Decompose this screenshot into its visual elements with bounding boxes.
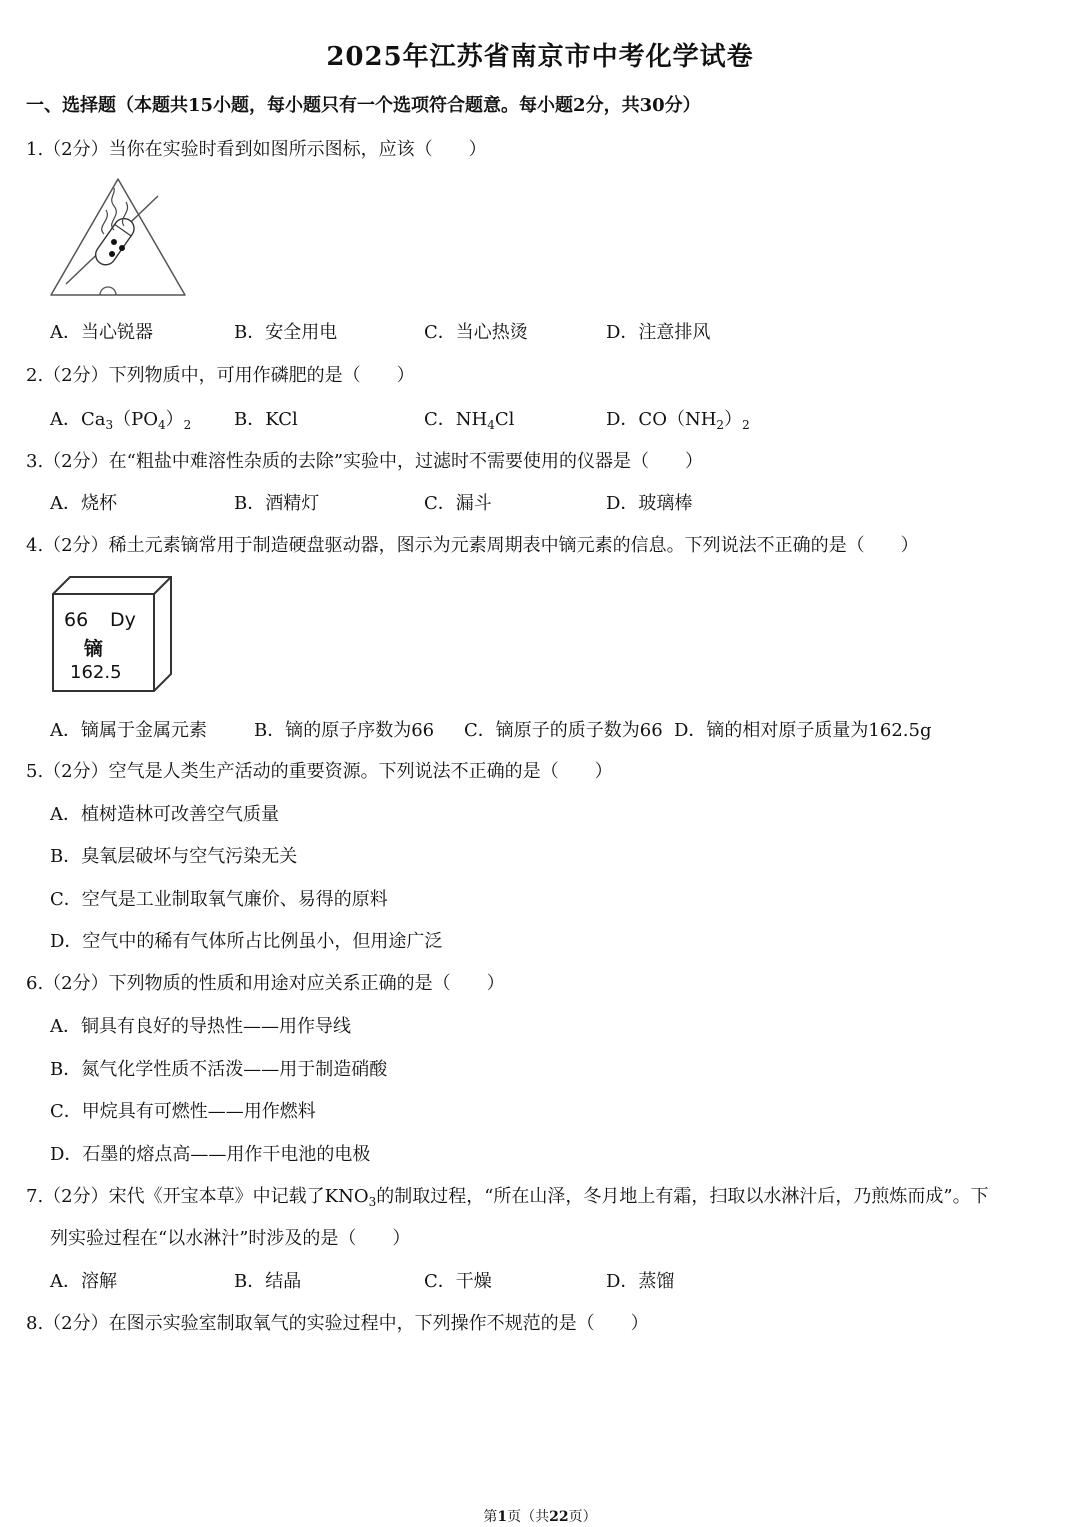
hot-surface-warning-icon bbox=[48, 176, 188, 300]
section-heading: 一、选择题（本题共15小题，每小题只有一个选项符合题意。每小题2分，共30分） bbox=[26, 95, 701, 116]
q1-option-b: B．安全用电 bbox=[234, 322, 338, 343]
question-3-stem: 3.（2分）在“粗盐中难溶性杂质的去除”实验中，过滤时不需要使用的仪器是（ ） bbox=[26, 451, 704, 472]
q7-option-d: D．蒸馏 bbox=[606, 1271, 675, 1292]
q7-option-c: C．干燥 bbox=[424, 1271, 492, 1292]
question-1-stem: 1.（2分）当你在实验时看到如图所示图标，应该（ ） bbox=[26, 139, 487, 160]
q4-option-b: B．镝的原子序数为66 bbox=[254, 720, 435, 741]
question-5-stem: 5.（2分）空气是人类生产活动的重要资源。下列说法不正确的是（ ） bbox=[26, 761, 613, 782]
q7-option-a: A．溶解 bbox=[50, 1271, 117, 1292]
question-4-stem: 4.（2分）稀土元素镝常用于制造硬盘驱动器，图示为元素周期表中镝元素的信息。下列说法不正确的是（ ） bbox=[26, 535, 919, 556]
element-atomic-number: 66 bbox=[64, 609, 89, 631]
q5-option-a: A．植树造林可改善空气质量 bbox=[50, 804, 279, 825]
q6-option-c: C．甲烷具有可燃性——用作燃料 bbox=[50, 1101, 316, 1122]
q2-option-d: D．$CO(NH_2)_2$ bbox=[606, 409, 750, 432]
q3-option-c: C．漏斗 bbox=[424, 493, 492, 514]
q7-option-b: B．结晶 bbox=[234, 1271, 302, 1292]
q4-option-d: D．镝的相对原子质量为162.5g bbox=[674, 720, 932, 741]
q1-option-a: A．当心锐器 bbox=[50, 322, 153, 343]
element-symbol: Dy bbox=[110, 609, 136, 631]
q6-option-b: B．氮气化学性质不活泼——用于制造硝酸 bbox=[50, 1059, 388, 1080]
q3-option-a: A．烧杯 bbox=[50, 493, 117, 514]
total-pages: 22 bbox=[549, 1509, 569, 1525]
q3-option-b: B．酒精灯 bbox=[234, 493, 320, 514]
q1-option-c: C．当心热烫 bbox=[424, 322, 528, 343]
q4-option-a: A．镝属于金属元素 bbox=[50, 720, 207, 741]
q6-option-d: D．石墨的熔点高——用作干电池的电极 bbox=[50, 1144, 371, 1165]
q2-option-b: B．KCl bbox=[234, 409, 298, 430]
q4-option-c: C．镝原子的质子数为66 bbox=[464, 720, 663, 741]
q5-option-d: D．空气中的稀有气体所占比例虽小，但用途广泛 bbox=[50, 931, 443, 952]
element-atomic-mass: 162.5 bbox=[70, 662, 122, 683]
question-7-stem: 7.（2分）宋代《开宝本草》中记载了$KNO_3$的制取过程，“所在山泽，冬月地上有霜，扫取以水淋汁后，乃煎炼而成”。下 bbox=[26, 1186, 989, 1209]
question-2-stem: 2.（2分）下列物质中，可用作磷肥的是（ ） bbox=[26, 365, 415, 386]
page-footer: 第1页（共22页） bbox=[483, 1509, 597, 1525]
q5-option-c: C．空气是工业制取氧气廉价、易得的原料 bbox=[50, 889, 388, 910]
q5-option-b: B．臭氧层破坏与空气污染无关 bbox=[50, 846, 298, 867]
question-6-stem: 6.（2分）下列物质的性质和用途对应关系正确的是（ ） bbox=[26, 973, 505, 994]
question-7-stem-continued: 列实验过程在“以水淋汁”时涉及的是（ ） bbox=[50, 1228, 411, 1249]
element-name: 镝 bbox=[84, 638, 104, 660]
q3-option-d: D．玻璃棒 bbox=[606, 493, 693, 514]
page-title: 2025年江苏省南京市中考化学试卷 bbox=[326, 42, 754, 72]
element-card bbox=[50, 576, 174, 694]
question-8-stem: 8.（2分）在图示实验室制取氧气的实验过程中，下列操作不规范的是（ ） bbox=[26, 1313, 649, 1334]
q1-option-d: D．注意排风 bbox=[606, 322, 711, 343]
q6-option-a: A．铜具有良好的导热性——用作导线 bbox=[50, 1016, 351, 1037]
current-page-number: 1 bbox=[497, 1509, 508, 1525]
q2-option-c: C．$NH_4Cl$ bbox=[424, 409, 515, 432]
q2-option-a: A．$Ca_3(PO_4)_2$ bbox=[50, 409, 192, 432]
